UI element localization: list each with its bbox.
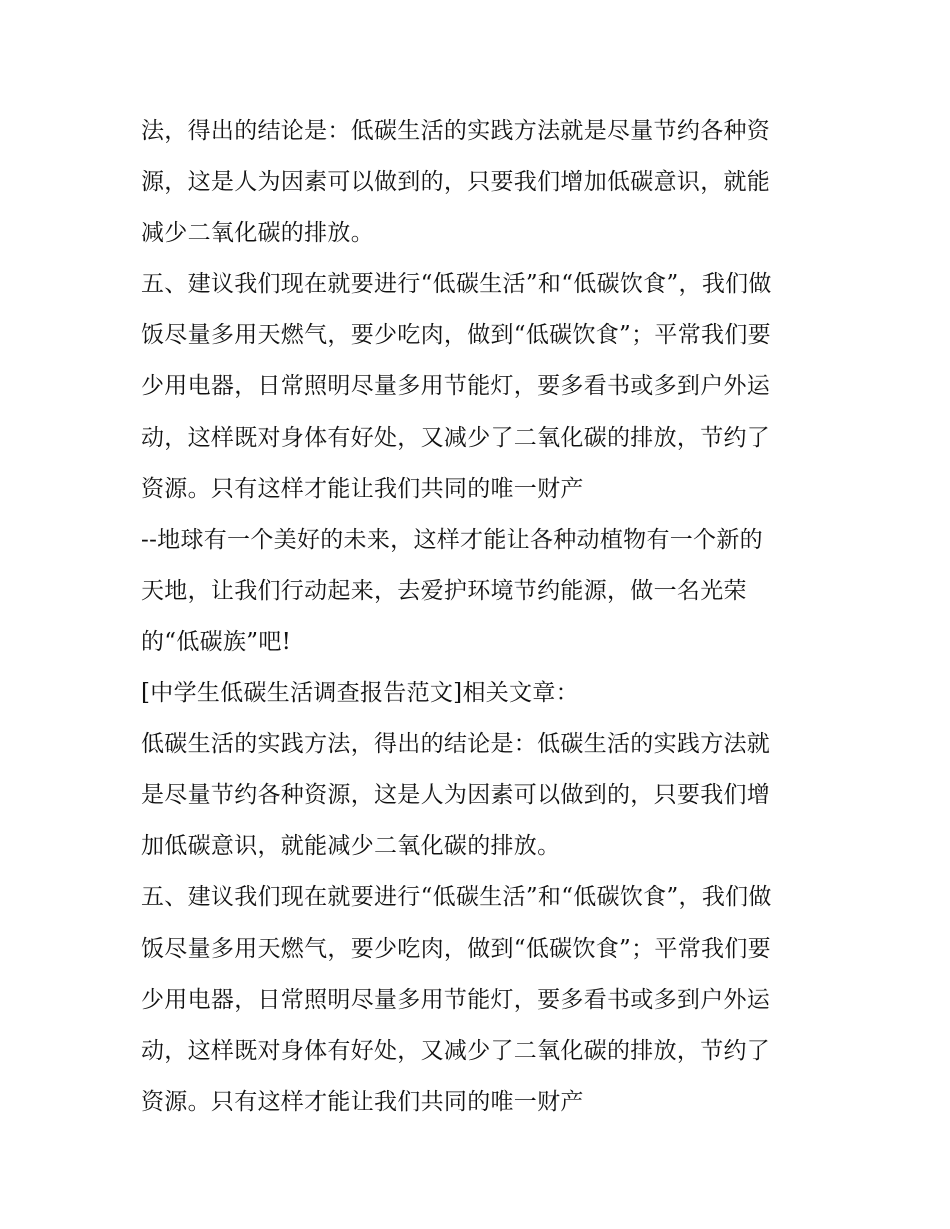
text-line: 资源。只有这样才能让我们共同的唯一财产: [141, 1088, 584, 1115]
text-line: 动，这样既对身体有好处，又减少了二氧化碳的排放，节约了: [141, 1037, 771, 1064]
text-line: 低碳生活的实践方法，得出的结论是：低碳生活的实践方法就: [141, 731, 771, 758]
text-line: 资源。只有这样才能让我们共同的唯一财产: [141, 475, 584, 502]
text-line: 是尽量节约各种资源，这是人为因素可以做到的，只要我们增: [141, 782, 771, 809]
text-line: 天地，让我们行动起来，去爱护环境节约能源，做一名光荣: [141, 577, 747, 604]
text-line: 少用电器，日常照明尽量多用节能灯，要多看书或多到户外运: [141, 373, 771, 400]
text-line: 源，这是人为因素可以做到的，只要我们增加低碳意识，就能: [141, 169, 771, 196]
text-line: 饭尽量多用天燃气，要少吃肉，做到“低碳饮食”；平常我们要: [141, 935, 771, 962]
text-line: 饭尽量多用天燃气，要少吃肉，做到“低碳饮食”；平常我们要: [141, 322, 771, 349]
text-line: 的“低碳族”吧!: [141, 628, 292, 655]
text-line: 加低碳意识，就能减少二氧化碳的排放。: [141, 833, 561, 860]
text-line: 五、建议我们现在就要进行“低碳生活”和“低碳饮食”，我们做: [141, 271, 772, 298]
text-line: 减少二氧化碳的排放。: [141, 220, 374, 247]
section-heading-related-articles: [中学生低碳生活调查报告范文]相关文章：: [141, 680, 579, 707]
text-line: 动，这样既对身体有好处，又减少了二氧化碳的排放，节约了: [141, 424, 771, 451]
text-line: --地球有一个美好的未来，这样才能让各种动植物有一个新的: [141, 526, 763, 553]
document-body: [141, 106, 821, 1128]
text-line: 法，得出的结论是：低碳生活的实践方法就是尽量节约各种资: [141, 118, 771, 144]
text-line: 少用电器，日常照明尽量多用节能灯，要多看书或多到户外运: [141, 986, 771, 1013]
text-line: 五、建议我们现在就要进行“低碳生活”和“低碳饮食”，我们做: [141, 884, 772, 911]
